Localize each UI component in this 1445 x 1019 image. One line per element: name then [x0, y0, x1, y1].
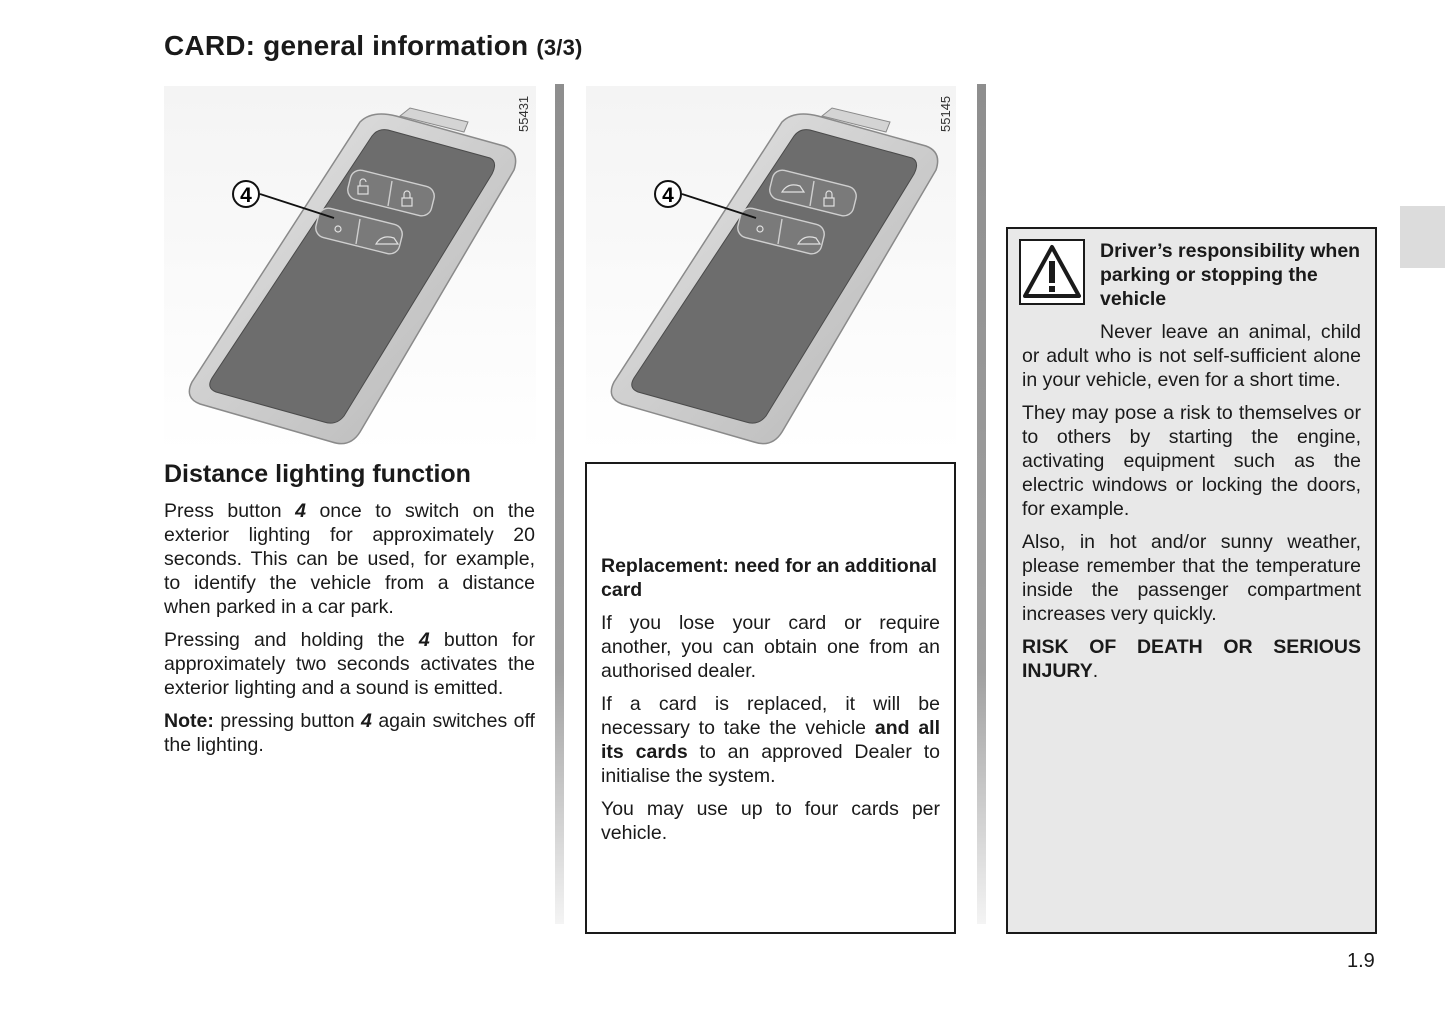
warning-triangle-icon [1019, 239, 1085, 305]
warning-heading: Driver’s responsibility when parking or stopping the vehicle [1100, 240, 1361, 310]
button-ref: 4 [361, 710, 372, 732]
page-part: (3/3) [536, 35, 583, 60]
paragraph: They may pose a risk to themselves or to others by starting the engine, activating equipment such as the electric windows or locking the doors, for example. [1022, 402, 1361, 520]
card-drawing [164, 86, 536, 454]
card-illustration-middle [586, 86, 956, 454]
warning-body [1022, 320, 1361, 692]
page-number: 1.9 [1347, 950, 1375, 972]
left-body [164, 499, 535, 766]
callout-number: 4 [240, 184, 252, 207]
figure-reference: 55145 [938, 95, 953, 132]
paragraph: If a card is replaced, it will be necessary to take the vehicle and all its cards to an approved Dealer to initialise the system. [601, 693, 940, 787]
card-drawing [586, 86, 956, 454]
section-tab [1400, 206, 1445, 268]
button-ref: 4 [418, 629, 430, 651]
page-title: CARD: general information (3/3) [164, 30, 583, 61]
paragraph: If you lose your card or require another, you can obtain one from an authorised dealer. [601, 612, 940, 682]
paragraph: Never leave an animal, child or adult who is not self-sufficient alone in your vehicle, even for a short time. [1022, 321, 1361, 391]
paragraph: Also, in hot and/or sunny weather, please remember that the temperature inside the passenger compartment increases very quickly. [1022, 531, 1361, 625]
risk-statement: RISK OF DEATH OR SERIOUS INJURY. [1022, 636, 1361, 682]
callout-number: 4 [662, 184, 674, 207]
card-illustration-left [164, 86, 536, 454]
note: Note: pressing button 4 again switches off the lighting. [164, 710, 535, 756]
paragraph: You may use up to four cards per vehicle. [601, 798, 940, 844]
box-heading: Replacement: need for an additional card [601, 555, 937, 601]
replacement-body [601, 554, 940, 854]
column-divider [555, 84, 564, 924]
column-divider [977, 84, 986, 924]
figure-reference: 55431 [516, 95, 531, 132]
section-heading: Distance lighting function [164, 460, 471, 488]
note-label: Note: [164, 710, 214, 732]
paragraph: Press button 4 once to switch on the exterior lighting for approximately 20 seconds. This can be used, for example, to identify the vehicle from a distance when parked in a car park. [164, 500, 535, 618]
paragraph: Pressing and holding the 4 button for approximately two seconds activates the exterior lighting and a sound is emitted. [164, 629, 535, 699]
button-ref: 4 [295, 500, 306, 522]
